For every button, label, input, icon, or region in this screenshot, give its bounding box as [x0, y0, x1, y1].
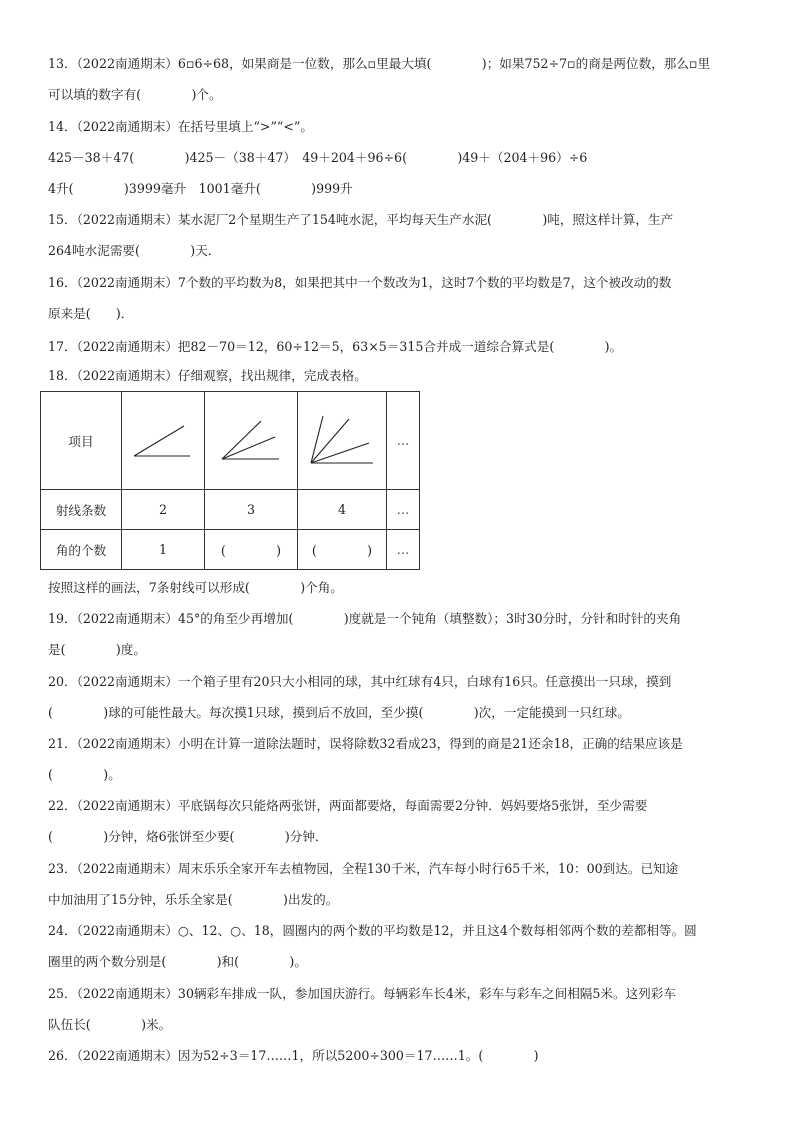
q21-line1: 21．（2022南通期末）小明在计算一道除法题时，误将除数32看成23，得到的商是21还余18，正确的结果应该是	[48, 736, 683, 751]
ellipsis-cell: …	[387, 530, 420, 570]
table-row	[41, 530, 420, 570]
q24-line1: 24．（2022南通期末）○、12、○、18，圆圈内的两个数的平均数是12，并且这4个数每相邻两个数的差都相等。圆	[48, 923, 697, 938]
rays-angles-table	[40, 391, 420, 570]
table-row	[41, 392, 420, 490]
q24-line2: 圈里的两个数分别是( )和( )。	[48, 954, 307, 969]
angles-blank[interactable]: ( )	[298, 530, 387, 570]
rays-cell: 3	[205, 490, 298, 530]
ellipsis-cell: …	[387, 392, 420, 490]
angles-cell: 1	[122, 530, 205, 570]
q23-line2: 中加油用了15分钟，乐乐全家是( )出发的。	[48, 892, 339, 907]
angles-blank[interactable]: ( )	[205, 530, 298, 570]
three-rays-angle-figure	[219, 417, 283, 465]
q25-line2: 队伍长( )米。	[48, 1017, 172, 1032]
two-rays-angle-figure	[132, 421, 194, 461]
q22-line2: ( )分钟，烙6张饼至少要( )分钟．	[48, 829, 328, 844]
q13-line2: 可以填的数字有( )个。	[48, 87, 222, 102]
q16-line2: 原来是( )．	[48, 306, 134, 321]
q21-line2: ( )。	[48, 767, 121, 782]
q19-line1: 19．（2022南通期末）45°的角至少再增加( )度就是一个钝角（填整数）；3时30分时，分针和时针的夹角	[48, 611, 682, 626]
figure-two-rays	[122, 392, 205, 490]
rays-cell: 2	[122, 490, 205, 530]
q17-line1: 17．（2022南通期末）把82－70＝12，60÷12＝5，63×5＝315合并成一道综合算式是( )。	[48, 339, 623, 354]
q20-line2: ( )球的可能性最大。每次摸1只球，摸到后不放回，至少摸( )次，一定能摸到一只红球。	[48, 705, 630, 720]
row-header-rays: 射线条数	[41, 490, 122, 530]
q25-line1: 25．（2022南通期末）30辆彩车排成一队，参加国庆游行。每辆彩车长4米，彩车与彩车之间相隔5米。这列彩车	[48, 986, 676, 1001]
q15-line2: 264吨水泥需要( )天．	[48, 243, 221, 258]
ellipsis-cell: …	[387, 490, 420, 530]
q16-line1: 16．（2022南通期末）7个数的平均数为8，如果把其中一个数改为1，这时7个数的平均数是7，这个被改动的数	[48, 275, 672, 290]
q18-after: 按照这样的画法，7条射线可以形成( )个角。	[48, 580, 343, 595]
q23-line1: 23．（2022南通期末）周末乐乐全家开车去植物园，全程130千米，汽车每小时行65千米，10：00到达。已知途	[48, 861, 679, 876]
rays-cell: 4	[298, 490, 387, 530]
q18-line1: 18．（2022南通期末）仔细观察，找出规律，完成表格。	[48, 368, 367, 383]
figure-four-rays	[298, 392, 387, 490]
q15-line1: 15．（2022南通期末）某水泥厂2个星期生产了154吨水泥，平均每天生产水泥( )吨，照这样计算，生产	[48, 212, 674, 227]
q14-line1: 14．（2022南通期末）在括号里填上“>”“<”。	[48, 119, 313, 134]
figure-three-rays	[205, 392, 298, 490]
q14-line2: 425－38＋47( )425－（38＋47） 49＋204＋96÷6( )49＋（204＋96）÷6	[48, 150, 588, 165]
q22-line1: 22．（2022南通期末）平底锅每次只能烙两张饼，两面都要烙，每面需要2分钟．妈妈要烙5张饼，至少需要	[48, 798, 648, 813]
row-header-item: 项目	[41, 392, 122, 490]
row-header-angles: 角的个数	[41, 530, 122, 570]
four-rays-angle-figure	[307, 413, 377, 469]
q19-line2: 是( )度。	[48, 642, 146, 657]
q13-line1: 13．（2022南通期末）6▫6÷68，如果商是一位数，那么▫里最大填( )；如果752÷7▫的商是两位数，那么▫里	[48, 56, 711, 71]
q14-line3: 4升( )3999毫升 1001毫升( )999升	[48, 181, 353, 196]
q20-line1: 20．（2022南通期末）一个箱子里有20只大小相同的球，其中红球有4只，白球有16只。任意摸出一只球，摸到	[48, 674, 672, 689]
table-row	[41, 490, 420, 530]
q26-line1: 26．（2022南通期末）因为52÷3＝17……1，所以5200÷300＝17……1。( )	[48, 1048, 539, 1063]
